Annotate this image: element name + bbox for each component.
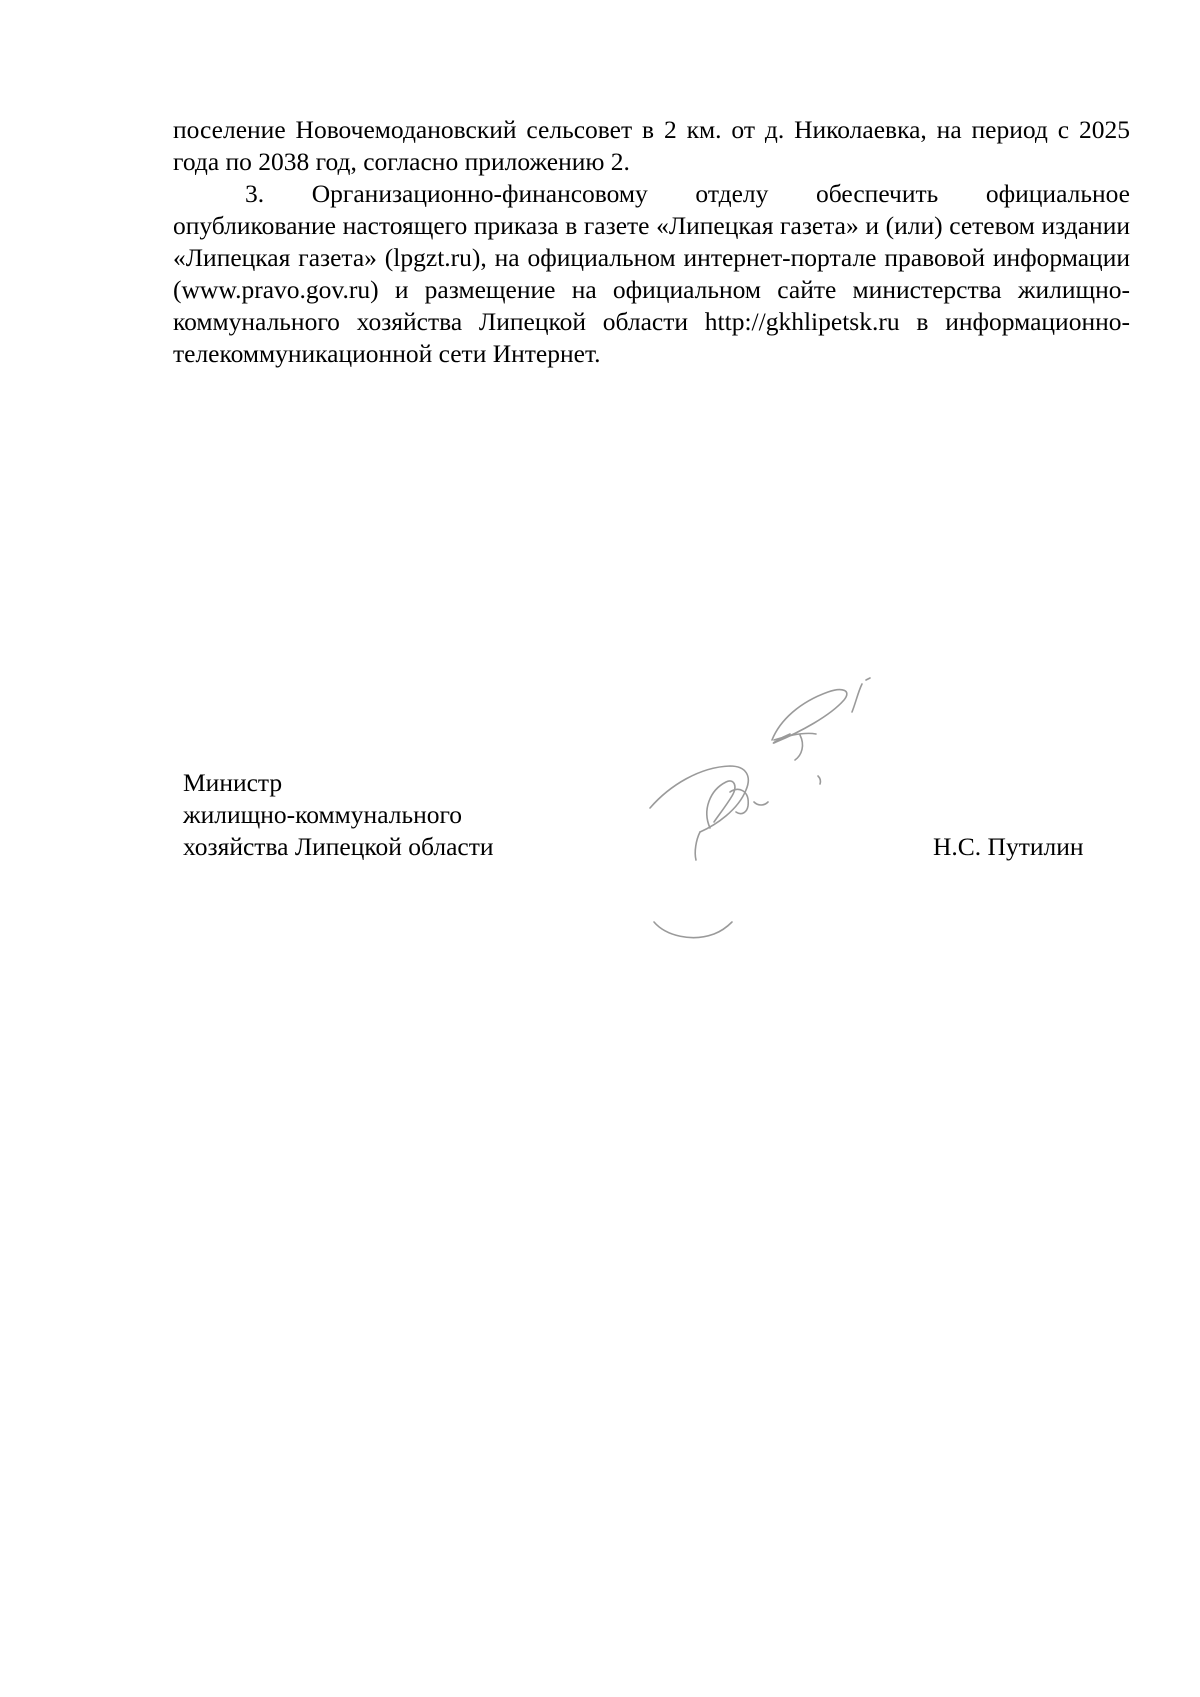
position-line: хозяйства Липецкой области <box>183 832 494 861</box>
paragraph-item-3: 3. Организационно-финансовому отделу обеспечить официальное опубликование настоящего приказа в газете «Липецкая газета» и (или) сетевом издании «Липецкая газета» (lpgzt.ru), на официальном интернет-портале правовой информации (www.pravo.gov.ru) и размещение на официальном сайте министерства жилищно-коммунального хозяйства Липецкой области http://gkhlipetsk.ru в информационно-телекоммуникационной сети Интернет. <box>173 179 1130 368</box>
position-line: жилищно-коммунального <box>183 800 463 829</box>
position-line: Министр <box>183 768 283 797</box>
signatory-position <box>183 767 683 863</box>
paragraph-continuation: поселение Новочемодановский сельсовет в 2 км. от д. Николаевка, на период с 2025 года по 2038 год, согласно приложению 2. <box>173 115 1130 176</box>
handwritten-signature <box>630 660 900 960</box>
document-body <box>173 114 1130 370</box>
signer-name: Н.С. Путилин <box>933 832 1084 861</box>
